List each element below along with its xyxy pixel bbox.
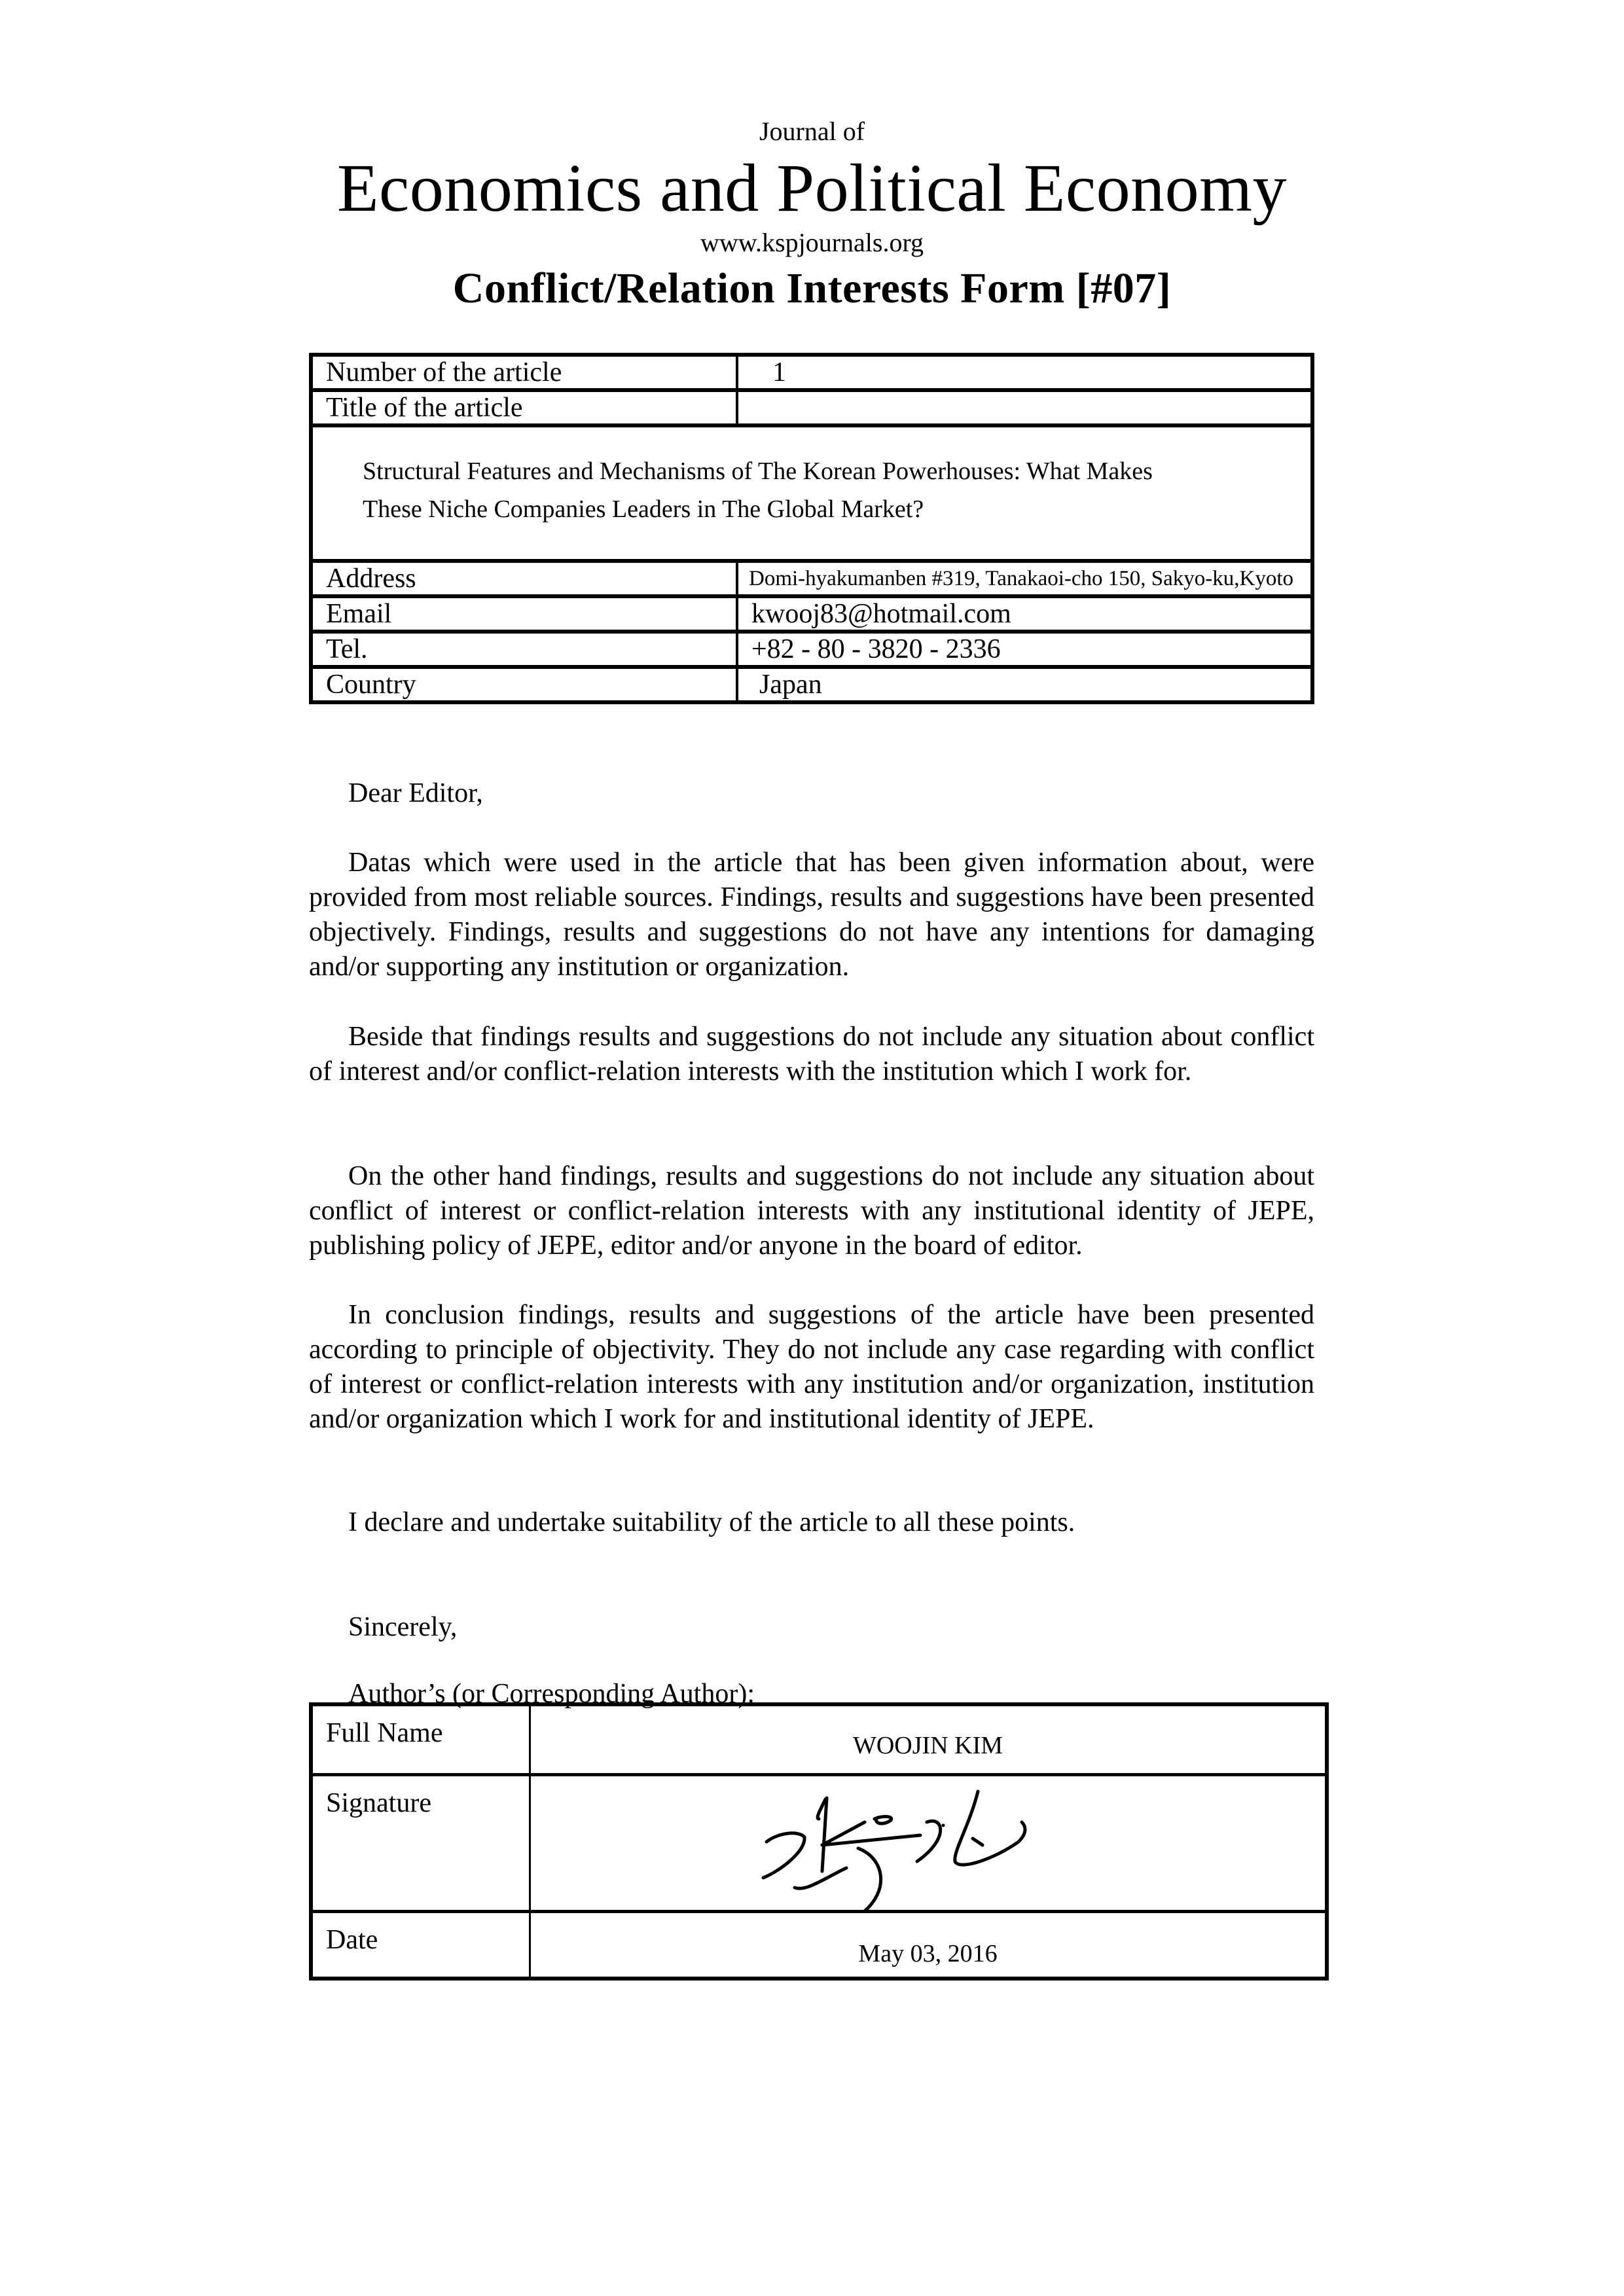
- full-name-value: WOOJIN KIM: [852, 1732, 1003, 1759]
- letter-paragraph: Beside that findings results and suggestions do not include any situation about conflict of interest and/or conflict-relation interests with the institution which I work for.: [309, 1022, 1314, 1086]
- row-article-number: [313, 357, 1310, 388]
- letter-paragraph: In conclusion findings, results and suggestions of the article have been presented according to principle of objectivity. They do not include any case regarding with conflict of interest or conflict-relation interests with any institution and/or organization, institution and/or organization which I work for and institutional identity of JEPE.: [309, 1300, 1314, 1434]
- letter-paragraph: On the other hand findings, results and suggestions do not include any situation about conflict of interest or conflict-relation interests with any institutional identity of JEPE, publishing policy of JEPE, editor and/or anyone in the board of editor.: [309, 1161, 1314, 1261]
- journal-url: www.kspjournals.org: [700, 228, 924, 257]
- article-title-label: Title of the article: [313, 392, 738, 423]
- letter-greeting: Dear Editor,: [348, 778, 483, 808]
- form-title: Conflict/Relation Interests Form [#07]: [452, 264, 1172, 312]
- letter-declaration: I declare and undertake suitability of the article to all these points.: [348, 1507, 1075, 1537]
- journal-name: Economics and Political Economy: [337, 151, 1287, 226]
- address-label: Address: [313, 563, 738, 594]
- letter-closing: Sincerely,: [348, 1612, 458, 1642]
- article-title-value: [738, 392, 1310, 423]
- row-full-name: [313, 1706, 1325, 1773]
- row-address: [313, 559, 1310, 594]
- article-number-label: Number of the article: [313, 357, 738, 388]
- row-email: [313, 594, 1310, 630]
- article-info-table: [309, 353, 1314, 704]
- signature-cell: [531, 1776, 1325, 1910]
- row-date: [313, 1910, 1325, 1977]
- email-value: kwooj83@hotmail.com: [751, 599, 1011, 629]
- article-title-line-1: Structural Features and Mechanisms of The Korean Powerhouses: What Makes: [363, 457, 1153, 485]
- article-number-value: 1: [772, 357, 786, 387]
- journal-prefix: Journal of: [759, 117, 865, 146]
- date-label: Date: [313, 1913, 531, 1977]
- full-name-label: Full Name: [313, 1706, 531, 1773]
- tel-label: Tel.: [313, 634, 738, 665]
- letter-paragraph: Datas which were used in the article that has been given information about, were provided from most reliable sources. Findings, results and suggestions have been presented objectively. Findings, results and suggestions do not have any intentions for damaging and/or supporting any institution or organization.: [309, 848, 1314, 982]
- email-label: Email: [313, 598, 738, 630]
- row-signature: [313, 1773, 1325, 1910]
- tel-value: +82 - 80 - 3820 - 2336: [751, 634, 1001, 664]
- author-table: [309, 1702, 1329, 1981]
- row-article-title: [313, 388, 1310, 423]
- row-country: [313, 665, 1310, 700]
- signature-label: Signature: [313, 1776, 531, 1910]
- signature-icon: [727, 1780, 1068, 1910]
- article-title-block: [313, 423, 1310, 559]
- date-value: May 03, 2016: [858, 1940, 998, 1967]
- address-value: Domi-hyakumanben #319, Tanakaoi-cho 150, Sakyo-ku,Kyoto: [749, 567, 1294, 590]
- country-label: Country: [313, 669, 738, 700]
- author-caption: Author’s (or Corresponding Author):: [348, 1679, 755, 1709]
- country-value: Japan: [759, 670, 822, 700]
- row-tel: [313, 630, 1310, 665]
- article-title-line-2: These Niche Companies Leaders in The Global Market?: [363, 495, 924, 523]
